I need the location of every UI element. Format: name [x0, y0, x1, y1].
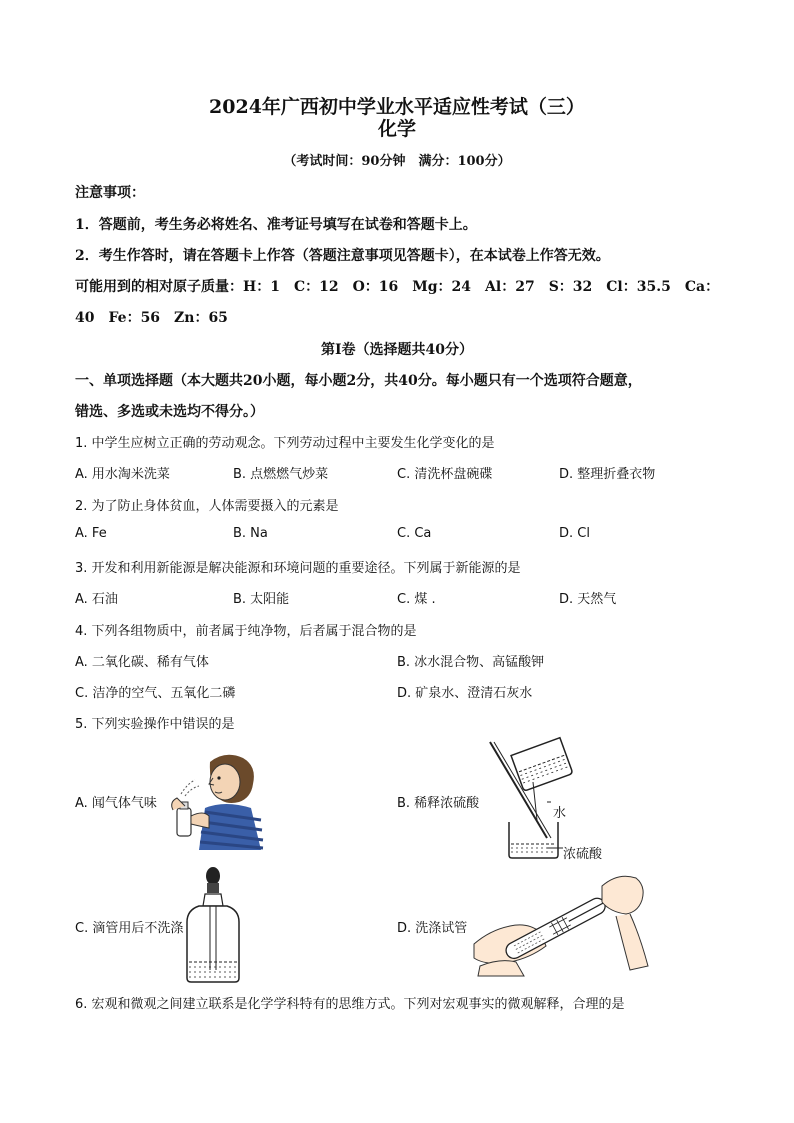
question-2-option-a: A. Fe [75, 526, 107, 541]
question-4-option-c: C. 洁净的空气、五氧化二磷 [75, 686, 236, 701]
section-title-line-2: 错选、多选或未选均不得分。） [75, 404, 264, 420]
question-5-option-c: C. 滴管用后不洗涤 [75, 921, 184, 936]
question-4-option-d: D. 矿泉水、澄清石灰水 [397, 686, 533, 701]
question-2-option-d: D. Cl [559, 526, 590, 541]
dropper-bottle-illustration [185, 866, 245, 986]
part1-heading: 第Ⅰ卷（选择题共40分） [320, 342, 474, 358]
question-4-option-a: A. 二氧化碳、稀有气体 [75, 655, 209, 670]
question-5-option-b: B. 稀释浓硫酸 [397, 796, 480, 811]
question-1-option-a: A. 用水淘米洗菜 [75, 467, 170, 482]
question-2-option-c: C. Ca [397, 526, 432, 541]
question-3-option-b: B. 太阳能 [233, 592, 290, 607]
notice-heading: 注意事项： [75, 185, 145, 201]
question-5-stem: 5. 下列实验操作中错误的是 [75, 717, 235, 732]
question-4-option-b: B. 冰水混合物、高锰酸钾 [397, 655, 545, 670]
question-3-option-d: D. 天然气 [559, 592, 617, 607]
question-3-option-a: A. 石油 [75, 592, 118, 607]
question-5-option-a: A. 闻气体气味 [75, 796, 157, 811]
exam-info: （考试时间：90分钟 满分：100分） [283, 154, 511, 169]
question-5-option-d: D. 洗涤试管 [397, 921, 468, 936]
question-6-stem: 6. 宏观和微观之间建立联系是化学学科特有的思维方式。下列对宏观事实的微观解释，合理的是 [75, 997, 625, 1012]
question-2-stem: 2. 为了防止身体贫血，人体需要摄入的元素是 [75, 499, 339, 514]
atomic-masses-line-1: 可能用到的相对原子质量：H：1 C：12 O：16 Mg：24 Al：27 S：32 Cl：35.5 Ca： [75, 279, 720, 295]
washing-test-tube-illustration [470, 866, 650, 981]
question-1-option-b: B. 点燃燃气炒菜 [233, 467, 329, 482]
atomic-masses-line-2: 40 Fe：56 Zn：65 [75, 310, 228, 326]
question-2-option-b: B. Na [233, 526, 268, 541]
question-1-option-c: C. 清洗杯盘碗碟 [397, 467, 493, 482]
question-4-stem: 4. 下列各组物质中，前者属于纯净物，后者属于混合物的是 [75, 624, 417, 639]
label-water: 水 [553, 806, 567, 821]
exam-title: 2024年广西初中学业水平适应性考试（三） [209, 96, 585, 118]
label-concentrated-acid: 浓硫酸 [563, 847, 603, 862]
section-title-line-1: 一、单项选择题（本大题共20小题，每小题2分，共40分。每小题只有一个选项符合题意， [75, 373, 642, 389]
question-3-option-c: C. 煤 . [397, 592, 436, 607]
question-1-option-d: D. 整理折叠衣物 [559, 467, 656, 482]
notice-item-2: 2．考生作答时，请在答题卡上作答（答题注意事项见答题卡），在本试卷上作答无效。 [75, 248, 610, 264]
question-3-stem: 3. 开发和利用新能源是解决能源和环境问题的重要途径。下列属于新能源的是 [75, 561, 521, 576]
question-1-stem: 1. 中学生应树立正确的劳动观念。下列劳动过程中主要发生化学变化的是 [75, 436, 495, 451]
notice-item-1: 1．答题前，考生务必将姓名、准考证号填写在试卷和答题卡上。 [75, 217, 477, 233]
smelling-gas-illustration [165, 750, 265, 850]
subject-title: 化学 [377, 118, 416, 140]
